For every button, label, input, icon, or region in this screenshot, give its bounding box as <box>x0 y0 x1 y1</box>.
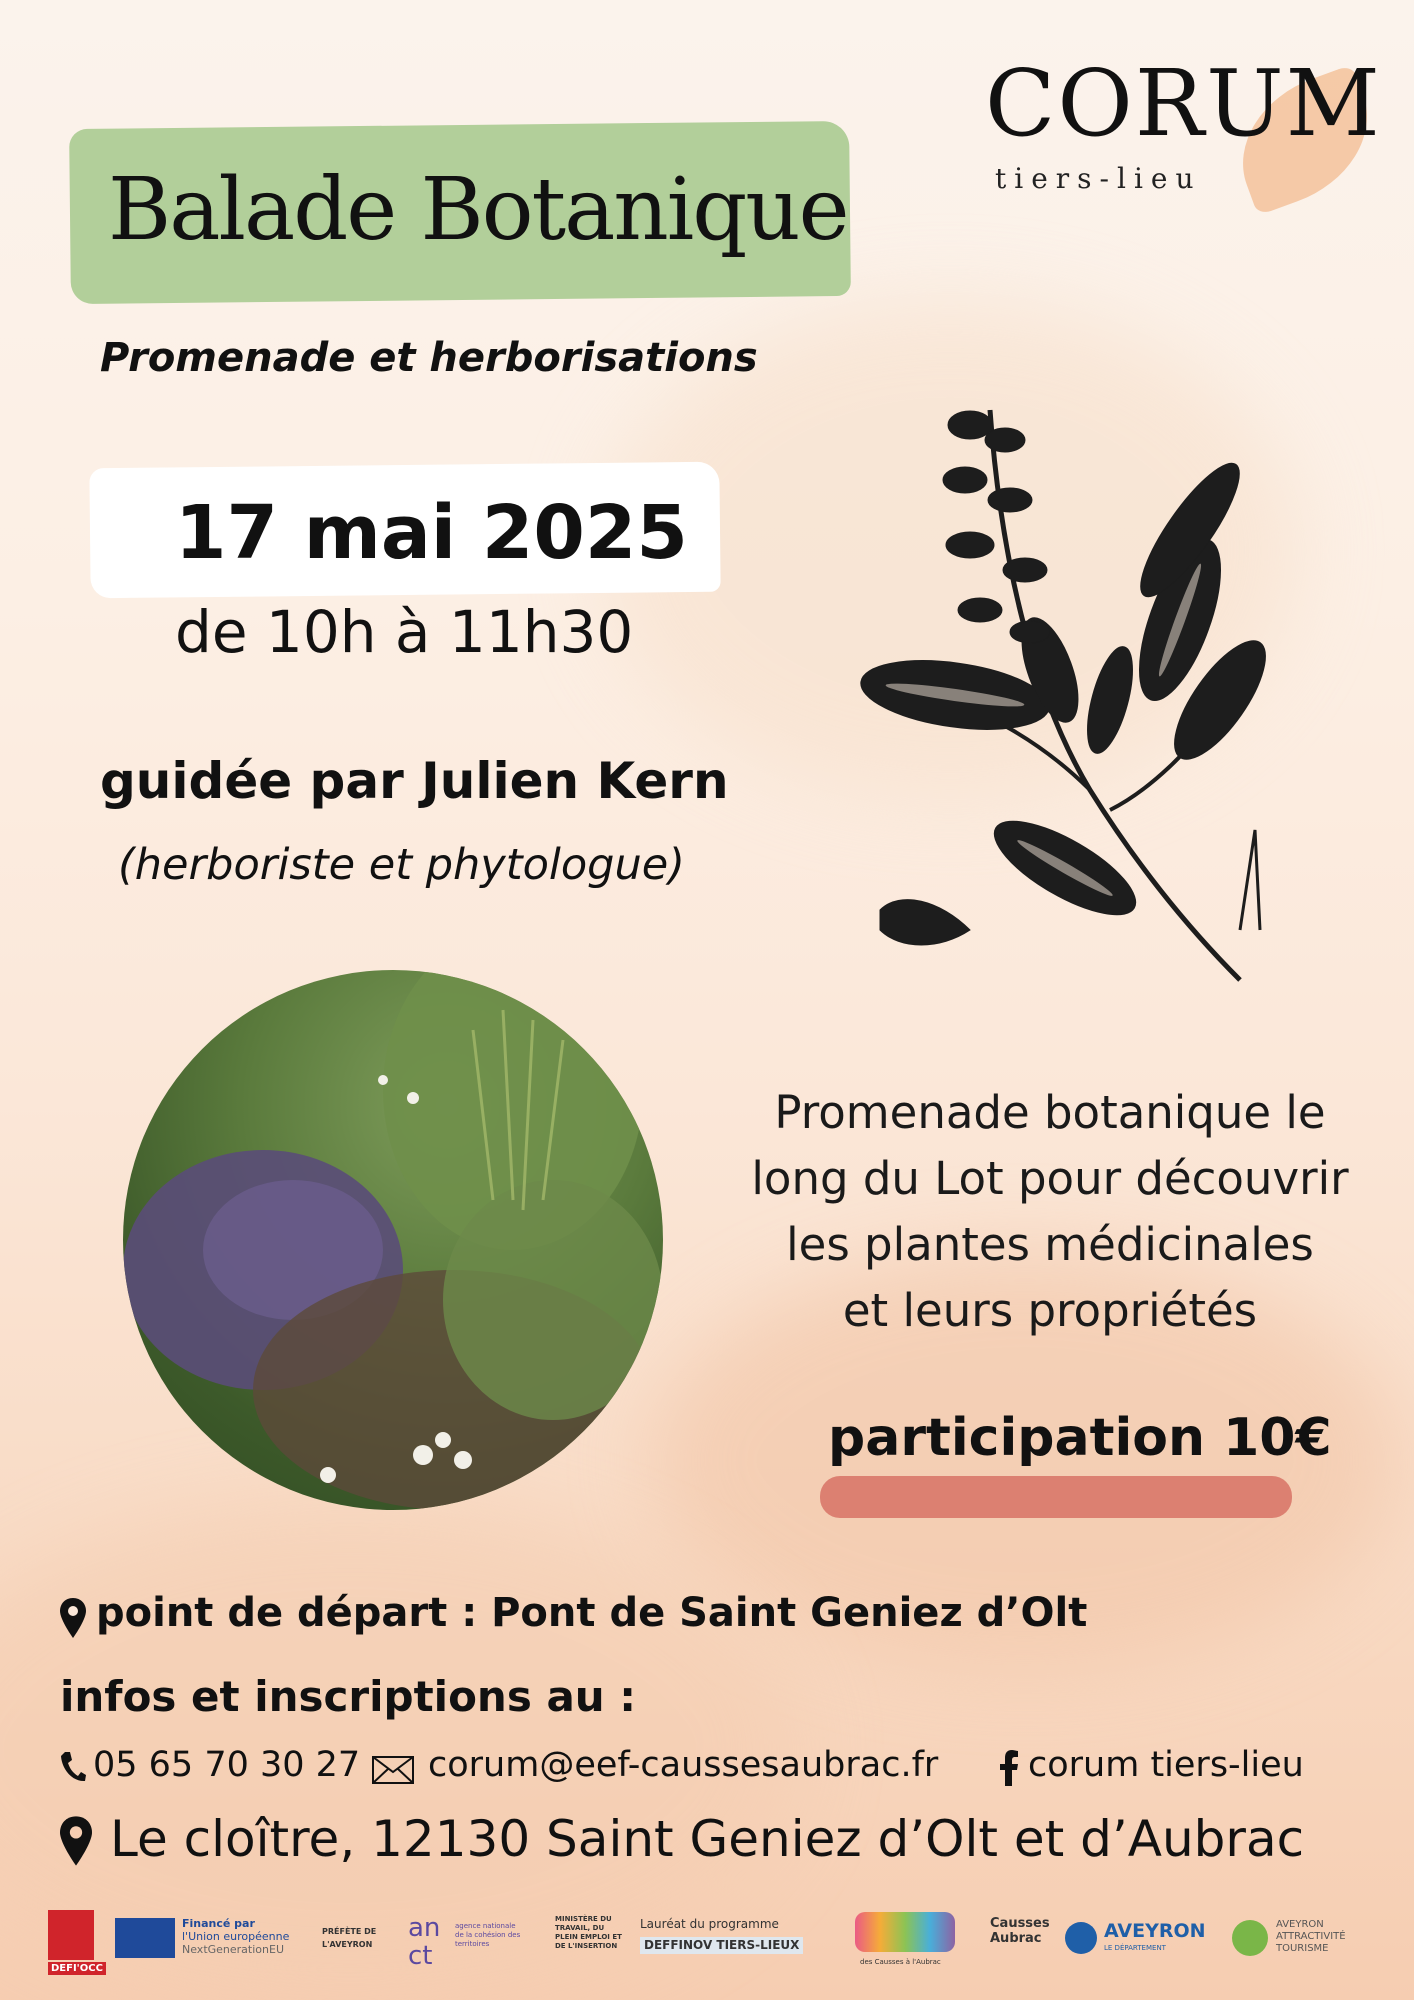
infos-heading: infos et inscriptions au : <box>60 1672 637 1721</box>
location-pin-icon <box>60 1598 86 1638</box>
event-date: 17 mai 2025 <box>175 490 688 576</box>
eu-label <box>182 1917 289 1956</box>
mail-icon <box>372 1756 414 1784</box>
description-line: et leurs propriétés <box>842 1284 1258 1337</box>
eu-line: Financé par <box>182 1917 255 1930</box>
anct-subtitle: agence nationale de la cohésion des territoires <box>455 1922 521 1948</box>
description-line: Promenade botanique le <box>774 1086 1326 1139</box>
description-line: long du Lot pour découvrir <box>751 1152 1349 1205</box>
event-description <box>735 1080 1365 1344</box>
attractivite-line: AVEYRON <box>1276 1919 1324 1930</box>
aveyron-icon <box>1065 1922 1097 1954</box>
prefete-logo: PRÉFÈTE DE L'AVEYRON <box>322 1927 377 1949</box>
location-pin-icon <box>60 1815 92 1867</box>
facebook-icon <box>1000 1750 1018 1786</box>
laureat-logo <box>640 1918 803 1954</box>
attractivite-line: TOURISME <box>1276 1943 1329 1954</box>
occitanie-label: DEFI'OCC <box>48 1962 106 1975</box>
laureat-line: Lauréat du programme <box>640 1917 779 1931</box>
garden-photo <box>123 970 663 1510</box>
aveyron-label: AVEYRON <box>1104 1920 1206 1942</box>
aveyron-sub: LE DÉPARTEMENT <box>1104 1944 1166 1952</box>
logo-subtitle: tiers-lieu <box>995 162 1202 195</box>
contact-phone[interactable]: 05 65 70 30 27 <box>93 1745 361 1785</box>
ministere-logo: MINISTÈRE DU TRAVAIL, DU PLEIN EMPLOI ET DE L'INSERTION <box>555 1915 622 1950</box>
description-line: les plantes médicinales <box>786 1218 1314 1271</box>
eu-flag-icon <box>115 1918 175 1958</box>
phone-icon <box>60 1750 86 1784</box>
anct-logo: an ct <box>408 1913 441 1971</box>
eu-line: l'Union européenne <box>182 1930 290 1943</box>
address: Le cloître, 12130 Saint Geniez d’Olt et d’Aubrac <box>110 1810 1305 1868</box>
logo-title: CORUM <box>985 50 1382 157</box>
price: participation 10€ <box>828 1408 1332 1468</box>
guide-line: guidée par Julien Kern <box>100 752 729 810</box>
sage-plant-illustration <box>860 370 1280 1000</box>
aveyron-logo <box>1104 1921 1206 1955</box>
attractivite-icon <box>1232 1920 1268 1956</box>
contact-facebook[interactable]: corum tiers-lieu <box>1028 1745 1304 1785</box>
page-title: Balade Botanique <box>108 160 848 260</box>
causses-aubrac-logo: Causses Aubrac <box>990 1916 1050 1946</box>
attractivite-line: ATTRACTIVITÉ <box>1276 1931 1346 1942</box>
event-time: de 10h à 11h30 <box>175 598 634 666</box>
eu-line: NextGenerationEU <box>182 1943 284 1956</box>
contact-email[interactable]: corum@eef-caussesaubrac.fr <box>428 1745 939 1785</box>
eef-subtitle: des Causses à l'Aubrac <box>860 1958 941 1966</box>
attractivite-logo <box>1276 1919 1346 1955</box>
laureat-line: DEFFINOV TIERS-LIEUX <box>640 1937 803 1954</box>
price-highlight <box>820 1476 1292 1518</box>
guide-role: (herboriste et phytologue) <box>118 840 685 890</box>
eef-logo <box>855 1912 955 1952</box>
subtitle: Promenade et herborisations <box>100 335 758 381</box>
occitanie-logo <box>48 1910 94 1960</box>
start-point: point de départ : Pont de Saint Geniez d’Olt <box>96 1590 1088 1636</box>
